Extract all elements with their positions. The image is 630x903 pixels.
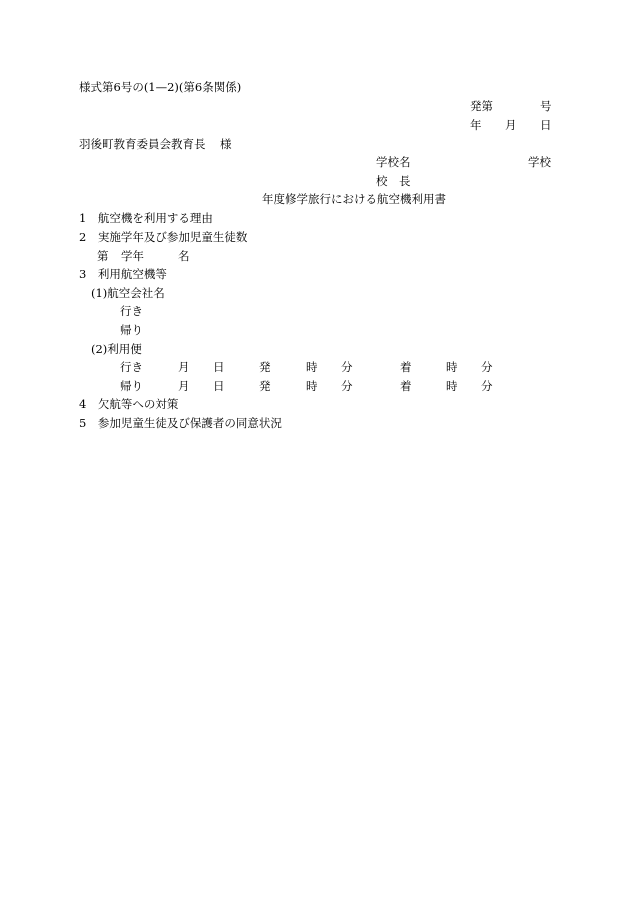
date-year: 年 [470, 118, 482, 132]
flight-return-arrive: 着 [400, 379, 412, 393]
flight-return-day: 日 [213, 379, 225, 393]
principal-label: 校 長 [376, 174, 411, 188]
flight-outbound-arrive-hour: 時 [446, 360, 458, 374]
form-id: 様式第6号の(1—2)(第6条関係) [79, 80, 242, 94]
flight-outbound-depart-hour: 時 [306, 360, 318, 374]
flight-return-month: 月 [178, 379, 190, 393]
addressee-honorific: 様 [220, 137, 232, 151]
item-2: 2 実施学年及び参加児童生徒数 [79, 230, 248, 244]
flight-outbound-day: 日 [213, 360, 225, 374]
flight-return-depart-minute: 分 [341, 379, 353, 393]
flight-return-arrive-minute: 分 [481, 379, 493, 393]
participant-count-unit: 名 [178, 249, 190, 263]
grade-prefix: 第 [97, 249, 109, 263]
doc-no-prefix: 発第 [470, 99, 493, 113]
flight-outbound-depart: 発 [259, 360, 271, 374]
flight-outbound-month: 月 [178, 360, 190, 374]
airline-outbound-label: 行き [120, 304, 143, 318]
item-3-flights: (2)利用便 [91, 342, 142, 356]
school-name-label: 学校名 [376, 155, 411, 169]
flight-outbound-arrive-minute: 分 [481, 360, 493, 374]
flight-return-arrive-hour: 時 [446, 379, 458, 393]
airline-return-label: 帰り [120, 323, 143, 337]
addressee-name: 羽後町教育委員会教育長 [79, 137, 206, 151]
flight-outbound-arrive: 着 [400, 360, 412, 374]
item-3-airline: (1)航空会社名 [91, 286, 165, 300]
flight-return-depart: 発 [259, 379, 271, 393]
item-3: 3 利用航空機等 [79, 267, 167, 281]
flight-return-depart-hour: 時 [306, 379, 318, 393]
flight-return-label: 帰り [120, 379, 143, 393]
school-suffix: 学校 [528, 155, 551, 169]
item-1: 1 航空機を利用する理由 [79, 211, 213, 225]
document-title: 年度修学旅行における航空機利用書 [262, 192, 446, 206]
date-day: 日 [540, 118, 552, 132]
item-5: 5 参加児童生徒及び保護者の同意状況 [79, 416, 282, 430]
date-month: 月 [505, 118, 517, 132]
flight-outbound-label: 行き [120, 360, 143, 374]
item-4: 4 欠航等への対策 [79, 397, 179, 411]
grade-suffix: 学年 [121, 249, 144, 263]
flight-outbound-depart-minute: 分 [341, 360, 353, 374]
doc-no-suffix: 号 [540, 99, 552, 113]
